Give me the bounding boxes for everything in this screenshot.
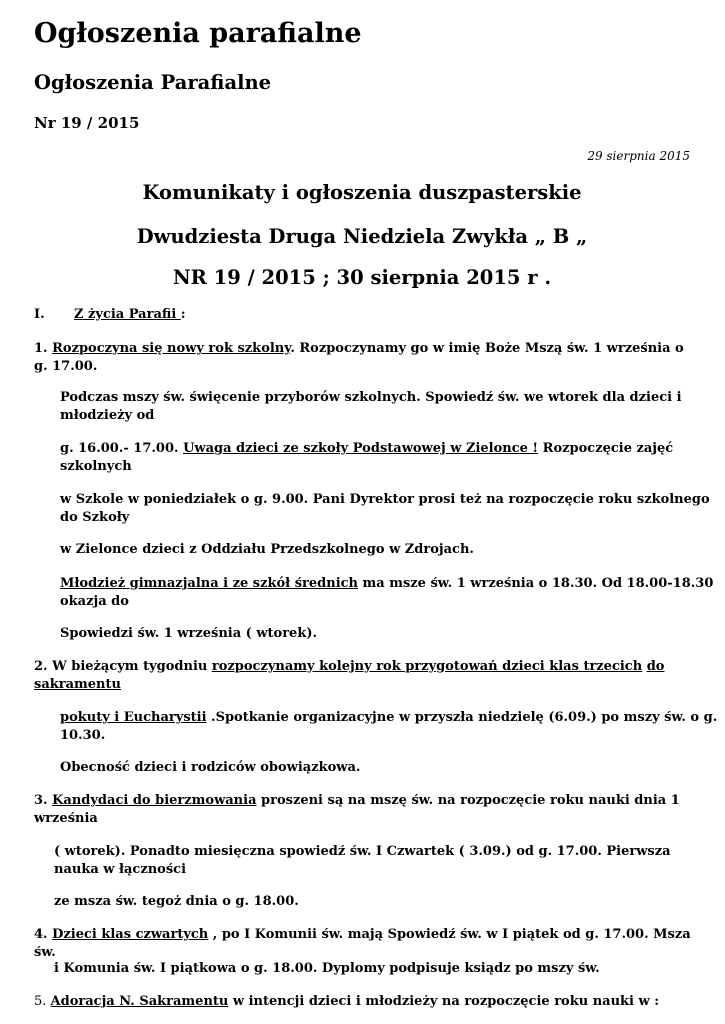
item-4-number: 4. — [34, 927, 53, 942]
announcements-heading: Komunikaty i ogłoszenia duszpasterskie — [142, 181, 582, 204]
item-5-line-1 — [34, 993, 694, 1011]
item-5-text: w intencji dzieci i młodzieży na rozpoczęcie roku nauki w : — [228, 994, 660, 1009]
item-3-line-1 — [34, 792, 694, 828]
item-2-line-2-text: .Spotkanie organizacyjne w przyszła niedzielę (6.09.) po mszy św. o g. 10.30. — [60, 710, 718, 743]
item-1-line-3 — [34, 440, 720, 476]
issue-number: Nr 19 / 2015 — [34, 114, 140, 132]
item-5-underlined: Adoracja N. Sakramentu — [50, 994, 229, 1009]
item-3-line-3: ze msza św. tegoż dnia o g. 18.00. — [54, 894, 299, 909]
item-1-line-4: w Szkole w poniedziałek o g. 9.00. Pani Dyrektor prosi też na rozpoczęcie roku szkolnego do Szkoły — [60, 492, 710, 525]
page-subtitle: Ogłoszenia Parafialne — [34, 71, 272, 94]
item-2-underlined: rozpoczynamy kolejny rok przygotowań dzieci klas trzecich — [211, 659, 643, 674]
item-5-number: 5. — [34, 994, 51, 1009]
item-1-line-7: Spowiedzi św. 1 września ( wtorek). — [60, 626, 318, 641]
item-1-line-6 — [34, 575, 720, 611]
item-3-number: 3. — [34, 793, 53, 808]
item-4-line-1 — [34, 926, 694, 962]
item-1-line-2: Podczas mszy św. święcenie przyborów szkolnych. Spowiedź św. we wtorek dla dzieci i młodzieży od — [60, 390, 682, 423]
item-2-line-1 — [34, 658, 694, 694]
item-4-text: , po I Komunii św. mają Spowiedź św. w I piątek od g. 17.00. Msza św. — [34, 927, 691, 960]
item-2-number: 2. W bieżącym tygodniu — [34, 659, 212, 674]
item-3-text: proszeni są na mszę św. na rozpoczęcie roku nauki dnia 1 września — [34, 793, 680, 826]
section-colon: : — [180, 307, 186, 322]
item-1-line-1 — [34, 340, 694, 376]
issue-date: 29 sierpnia 2015 — [587, 149, 690, 163]
item-2-line-3: Obecność dzieci i rodziców obowiązkowa. — [60, 760, 361, 775]
item-1-line-5: w Zielonce dzieci z Oddziału Przedszkolnego w Zdrojach. — [60, 542, 474, 557]
page-title: Ogłoszenia parafialne — [34, 18, 362, 49]
issue-heading: NR 19 / 2015 ; 30 sierpnia 2015 r . — [172, 266, 552, 289]
section-title: Z życia Parafii — [74, 307, 181, 322]
item-1-number: 1. — [34, 341, 53, 356]
item-1-line-3-a: g. 16.00.- 17.00. — [60, 441, 184, 456]
item-2-line-2-underlined: pokuty i Eucharystii — [60, 710, 207, 725]
item-4-underlined: Dzieci klas czwartych — [52, 927, 209, 942]
item-1-line-3-b: Rozpoczęcie zajęć szkolnych — [60, 441, 674, 474]
item-3-underlined: Kandydaci do bierzmowania — [52, 793, 257, 808]
item-2-line-2 — [34, 709, 720, 745]
item-1-line-3-underlined: Uwaga dzieci ze szkoły Podstawowej w Zielonce ! — [183, 441, 539, 456]
item-2-underlined-2: do sakramentu — [34, 659, 665, 692]
item-1-underlined: Rozpoczyna się nowy rok szkolny — [52, 341, 291, 356]
sunday-heading: Dwudziesta Druga Niedziela Zwykła „ B „ — [136, 225, 588, 248]
section-heading — [34, 306, 694, 324]
item-1-line-6-text: ma msze św. 1 września o 18.30. Od 18.00-18.30 okazja do — [60, 576, 714, 609]
item-3-line-2: ( wtorek). Ponadto miesięczna spowiedź św. I Czwartek ( 3.09.) od g. 17.00. Pierwsza nauka w łączności — [54, 844, 671, 877]
item-1-text: . Rozpoczynamy go w imię Boże Mszą św. 1 września o g. 17.00. — [34, 341, 684, 374]
section-number: I. — [34, 307, 45, 322]
item-4-line-2: i Komunia św. I piątkowa o g. 18.00. Dyplomy podpisuje ksiądz po mszy św. — [54, 961, 600, 976]
item-1-line-6-underlined: Młodzież gimnazjalna i ze szkół średnich — [60, 576, 358, 591]
